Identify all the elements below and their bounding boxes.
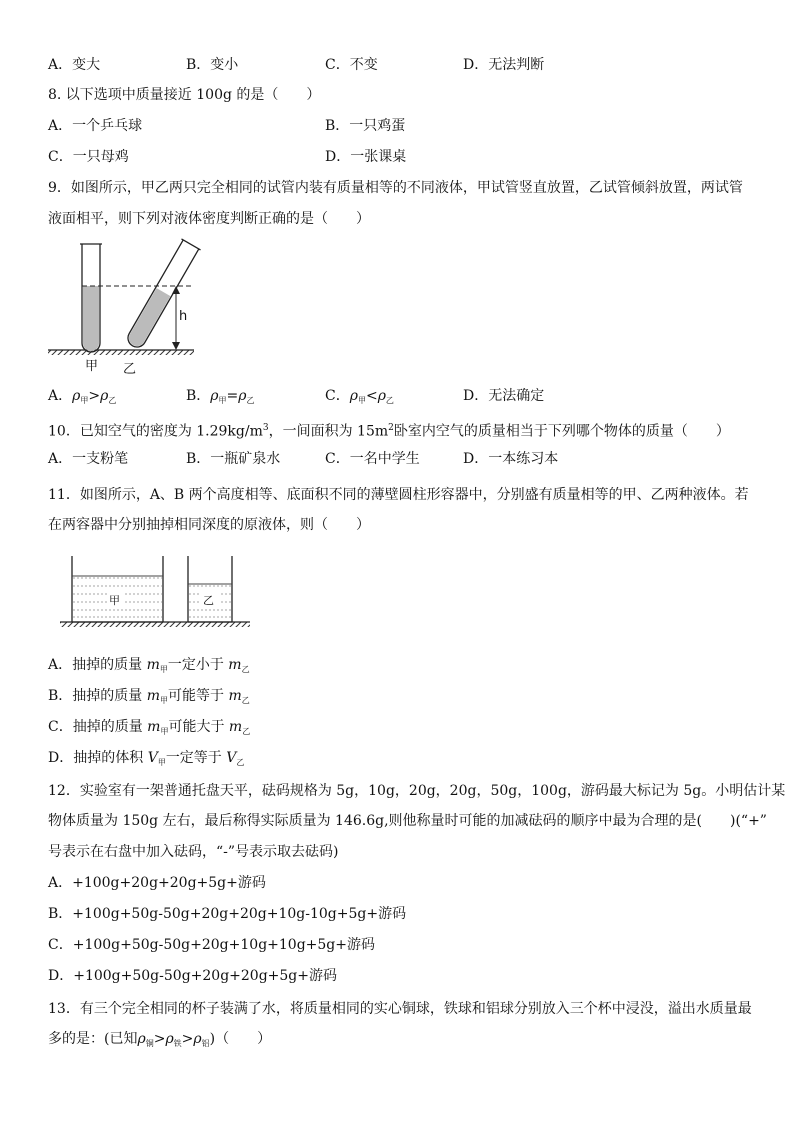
q7-option-c: C．不变 xyxy=(325,57,378,73)
q7-option-a: A．变大 xyxy=(48,57,101,73)
q9-h-label: h xyxy=(179,309,188,324)
q12-stem-line2: 物体质量为 150g 左右，最后称得实际质量为 146.6g,则他称量时可能的加减砝码的顺序中最为合理的是( )(“+” xyxy=(48,813,767,829)
q12-option-d: D．+100g+50g-50g+20g+20g+5g+游码 xyxy=(48,968,337,984)
q11-option-a: A．抽掉的质量 $m_甲$一定小于 $m_乙$ xyxy=(48,657,250,674)
q13-stem-line1: 13．有三个完全相同的杯子装满了水，将质量相同的实心铜球，铁球和铝球分别放入三个杯中浸没，溢出水质量最 xyxy=(48,1001,752,1017)
q8-option-a: A．一个乒乓球 xyxy=(48,118,143,134)
q9-tube-b-label: 乙 xyxy=(123,362,137,377)
q9-option-c: C．$\rho_甲<\rho_乙$ xyxy=(325,388,394,405)
q7-option-b: B．变小 xyxy=(186,57,239,73)
q10-option-c: C．一名中学生 xyxy=(325,451,420,467)
q10-option-d: D．一本练习本 xyxy=(463,451,559,467)
q11-stem-line1: 11．如图所示，A、B 两个高度相等、底面积不同的薄壁圆柱形容器中，分别盛有质量相等的甲、乙两种液体。若 xyxy=(48,487,749,503)
q11-stem-line2: 在两容器中分别抽掉相同深度的原液体，则（ ） xyxy=(48,517,370,533)
q10-option-a: A．一支粉笔 xyxy=(48,451,129,467)
q12-option-b: B．+100g+50g-50g+20g+20g+10g-10g+5g+游码 xyxy=(48,906,407,922)
q9-tube-a-label: 甲 xyxy=(85,359,99,374)
q9-stem-line2: 液面相平，则下列对液体密度判断正确的是（ ） xyxy=(48,211,370,227)
q9-option-d: D．无法确定 xyxy=(463,388,545,404)
q8-option-d: D．一张课桌 xyxy=(325,149,407,165)
q12-option-c: C．+100g+50g-50g+20g+10g+10g+5g+游码 xyxy=(48,937,375,953)
q9-stem-line1: 9．如图所示，甲乙两只完全相同的试管内装有质量相等的不同液体，甲试管竖直放置，乙试管倾斜放置，两试管 xyxy=(48,180,743,196)
q8-stem: 8. 以下选项中质量接近 100g 的是（ ） xyxy=(48,87,321,103)
q11-container-figure xyxy=(55,550,255,632)
q8-option-b: B．一只鸡蛋 xyxy=(325,118,406,134)
q13-stem-line2: 多的是：(已知$\rho_铜>\rho_铁>\rho_铝$)（ ） xyxy=(48,1031,272,1048)
q9-option-a: A．$\rho_甲>\rho_乙$ xyxy=(48,388,117,405)
q11-option-d: D．抽掉的体积 $V_甲$一定等于 $V_乙$ xyxy=(48,750,245,767)
q11-label-b: 乙 xyxy=(203,594,214,607)
q9-option-b: B．$\rho_甲=\rho_乙$ xyxy=(186,388,255,405)
q7-option-d: D．无法判断 xyxy=(463,57,545,73)
q11-label-a: 甲 xyxy=(109,594,120,607)
q9-test-tube-figure xyxy=(45,230,205,380)
q11-option-b: B．抽掉的质量 $m_甲$可能等于 $m_乙$ xyxy=(48,688,250,705)
q12-option-a: A．+100g+20g+20g+5g+游码 xyxy=(48,875,266,891)
q12-stem-line1: 12．实验室有一架普通托盘天平，砝码规格为 5g，10g，20g，20g，50g，100g，游码最大标记为 5g。小明估计某 xyxy=(48,783,786,799)
q8-option-c: C．一只母鸡 xyxy=(48,149,129,165)
q10-option-b: B．一瓶矿泉水 xyxy=(186,451,281,467)
q10-stem: 10．已知空气的密度为 $1.29kg/m^3$，一间面积为 $15m^2$卧室内空气的质量相当于下列哪个物体的质量（ ） xyxy=(48,423,730,440)
q12-stem-line3: 号表示在右盘中加入砝码，“-”号表示取去砝码) xyxy=(48,844,339,860)
q11-option-c: C．抽掉的质量 $m_甲$可能大于 $m_乙$ xyxy=(48,719,251,736)
